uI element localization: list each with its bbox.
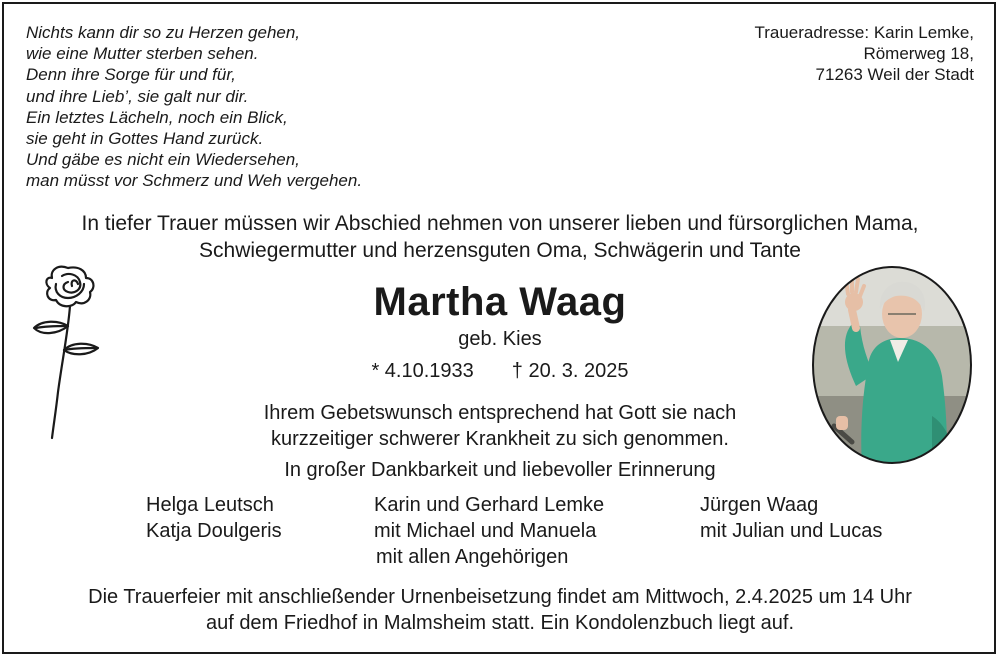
address-line: 71263 Weil der Stadt xyxy=(815,65,974,85)
funeral-announcement xyxy=(0,584,1000,636)
prayer-text xyxy=(0,400,1000,452)
birth-date: * 4.10.1933 xyxy=(371,360,474,382)
address-line: Traueradresse: Karin Lemke, xyxy=(754,23,974,42)
mourner-name: Katja Doulgeris xyxy=(146,520,282,542)
deceased-name: Martha Waag xyxy=(373,280,627,324)
intro-text xyxy=(0,210,1000,264)
poem-line: Denn ihre Sorge für und für, xyxy=(26,65,236,85)
prayer-line: kurzzeitiger schwerer Krankheit zu sich genommen. xyxy=(271,428,729,450)
mourner-name: Jürgen Waag xyxy=(700,494,819,516)
intro-line: In tiefer Trauer müssen wir Abschied nehmen von unserer lieben und fürsorglichen Mama, xyxy=(81,212,919,235)
poem-line: Nichts kann dir so zu Herzen gehen, xyxy=(26,23,301,42)
funeral-line: auf dem Friedhof in Malmsheim statt. Ein Kondolenzbuch liegt auf. xyxy=(205,612,795,634)
poem-line: Und gäbe es nicht ein Wiedersehen, xyxy=(26,150,300,170)
poem-line: sie geht in Gottes Hand zurück. xyxy=(26,129,264,149)
poem-line: und ihre Lieb’, sie galt nur dir. xyxy=(26,86,249,106)
prayer-line: Ihrem Gebetswunsch entsprechend hat Gott sie nach xyxy=(263,402,737,424)
death-date: † 20. 3. 2025 xyxy=(511,360,629,382)
signature-column-1 xyxy=(146,492,282,544)
mourner-name: Helga Leutsch xyxy=(146,494,274,516)
intro-line: Schwiegermutter und herzensguten Oma, Schwägerin und Tante xyxy=(199,239,801,262)
signature-column-3 xyxy=(700,492,882,544)
mourning-address xyxy=(754,22,974,86)
address-line: Römerweg 18, xyxy=(863,44,974,64)
poem-line: wie eine Mutter sterben sehen. xyxy=(26,44,259,64)
maiden-name: geb. Kies xyxy=(458,328,542,350)
funeral-line: Die Trauerfeier mit anschließender Urnenbeisetzung findet am Mittwoch, 2.4.2025 um 14 Uhr xyxy=(88,586,912,608)
gratitude-line: In großer Dankbarkeit und liebevoller Erinnerung xyxy=(284,459,716,481)
mourner-name: mit Julian und Lucas xyxy=(700,520,883,542)
signature-column-2 xyxy=(374,492,604,570)
poem xyxy=(26,22,362,192)
mourner-name: mit allen Angehörigen xyxy=(376,546,569,568)
poem-line: Ein letztes Lächeln, noch ein Blick, xyxy=(26,107,288,127)
poem-line: man müsst vor Schmerz und Weh vergehen. xyxy=(26,171,363,191)
mourner-name: mit Michael und Manuela xyxy=(374,520,597,542)
mourner-name: Karin und Gerhard Lemke xyxy=(374,494,605,516)
